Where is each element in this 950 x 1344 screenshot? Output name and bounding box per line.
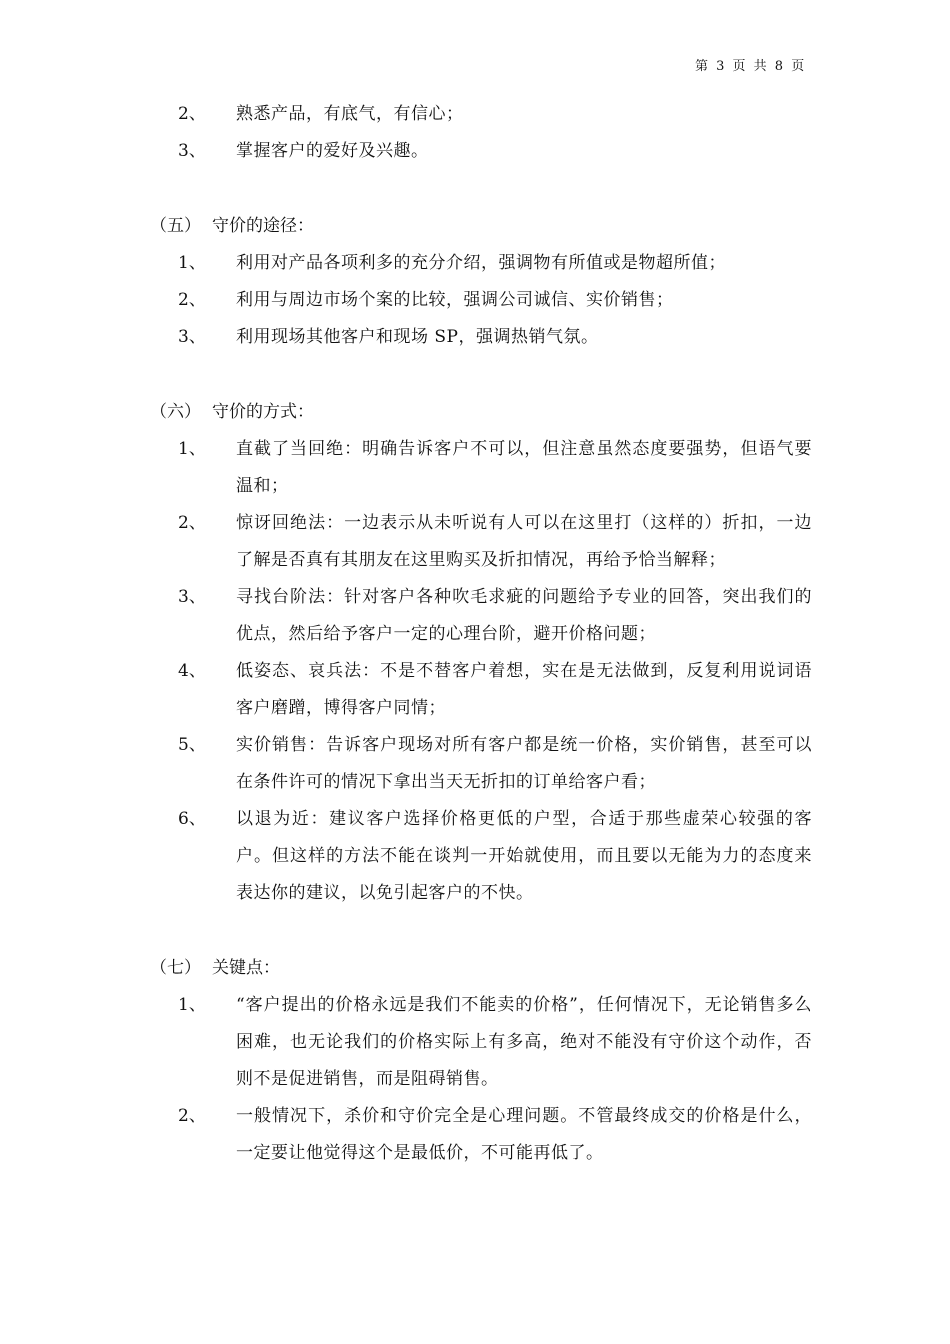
list-item-number: 6、 <box>178 809 206 829</box>
list-item-number: 2、 <box>178 1106 206 1126</box>
list-item <box>0 1098 950 1172</box>
list-item-text: 熟悉产品，有底气，有信心； <box>236 104 464 124</box>
list-item-text: 一般情况下，杀价和守价完全是心理问题。不管最终成交的价格是什么，一定要让他觉得这个是最低价，不可能再低了。 <box>236 1106 812 1163</box>
section-title: 关键点： <box>212 958 280 978</box>
list-item <box>0 133 950 170</box>
section-price-holding-channels <box>0 208 950 356</box>
list-item-text: 低姿态、哀兵法：不是不替客户着想，实在是无法做到，反复利用说词语客户磨蹭，博得客户同情； <box>236 661 812 718</box>
list-item-number: 1、 <box>178 995 206 1015</box>
section-key-points <box>0 950 950 1172</box>
list-item-number: 1、 <box>178 439 206 459</box>
list-item <box>0 245 950 282</box>
list-item-text: 直截了当回绝：明确告诉客户不可以，但注意虽然态度要强势，但语气要温和； <box>236 439 812 496</box>
section-number: （五） <box>150 216 201 236</box>
list-item <box>0 801 950 912</box>
section-continued <box>0 96 950 170</box>
list-item-number: 5、 <box>178 735 206 755</box>
list-item-text: 利用与周边市场个案的比较，强调公司诚信、实价销售； <box>236 290 674 310</box>
list-item-number: 3、 <box>178 141 206 161</box>
list-item-number: 2、 <box>178 513 206 533</box>
list-item <box>0 282 950 319</box>
list-item-number: 3、 <box>178 587 206 607</box>
list-item <box>0 505 950 579</box>
section-heading <box>0 950 950 987</box>
section-title: 守价的方式： <box>212 402 314 422</box>
section-title: 守价的途径： <box>212 216 314 236</box>
section-number: （七） <box>150 958 201 978</box>
list-item-number: 2、 <box>178 104 206 124</box>
section-number: （六） <box>150 402 201 422</box>
list-item <box>0 579 950 653</box>
list-item <box>0 653 950 727</box>
list-item-number: 1、 <box>178 253 206 273</box>
section-heading <box>0 208 950 245</box>
document-body <box>0 96 950 1210</box>
list-item <box>0 96 950 133</box>
list-item-number: 2、 <box>178 290 206 310</box>
list-item-text: 以退为近：建议客户选择价格更低的户型，合适于那些虚荣心较强的客户。但这样的方法不能在谈判一开始就使用，而且要以无能为力的态度来表达你的建议，以免引起客户的不快。 <box>236 809 812 903</box>
list-item-text: “客户提出的价格永远是我们不能卖的价格”，任何情况下，无论销售多么困难，也无论我们的价格实际上有多高，绝对不能没有守价这个动作，否则不是促进销售，而是阻碍销售。 <box>236 995 812 1089</box>
list-item <box>0 987 950 1098</box>
list-item-number: 4、 <box>178 661 206 681</box>
section-heading <box>0 394 950 431</box>
list-item-text: 实价销售：告诉客户现场对所有客户都是统一价格，实价销售，甚至可以在条件许可的情况下拿出当天无折扣的订单给客户看； <box>236 735 812 792</box>
list-item-text: 利用对产品各项利多的充分介绍，强调物有所值或是物超所值； <box>236 253 726 273</box>
list-item-text: 寻找台阶法：针对客户各种吹毛求疵的问题给予专业的回答，突出我们的优点，然后给予客户一定的心理台阶，避开价格问题； <box>236 587 812 644</box>
list-item <box>0 319 950 356</box>
list-item <box>0 431 950 505</box>
list-item-text: 掌握客户的爱好及兴趣。 <box>236 141 429 161</box>
page-number: 第 3 页 共 8 页 <box>695 59 807 74</box>
list-item-text: 惊讶回绝法：一边表示从未听说有人可以在这里打（这样的）折扣，一边了解是否真有其朋友在这里购买及折扣情况，再给予恰当解释； <box>236 513 812 570</box>
list-item-text: 利用现场其他客户和现场 SP，强调热销气氛。 <box>236 327 599 347</box>
section-price-holding-methods <box>0 394 950 912</box>
list-item <box>0 727 950 801</box>
list-item-number: 3、 <box>178 327 206 347</box>
